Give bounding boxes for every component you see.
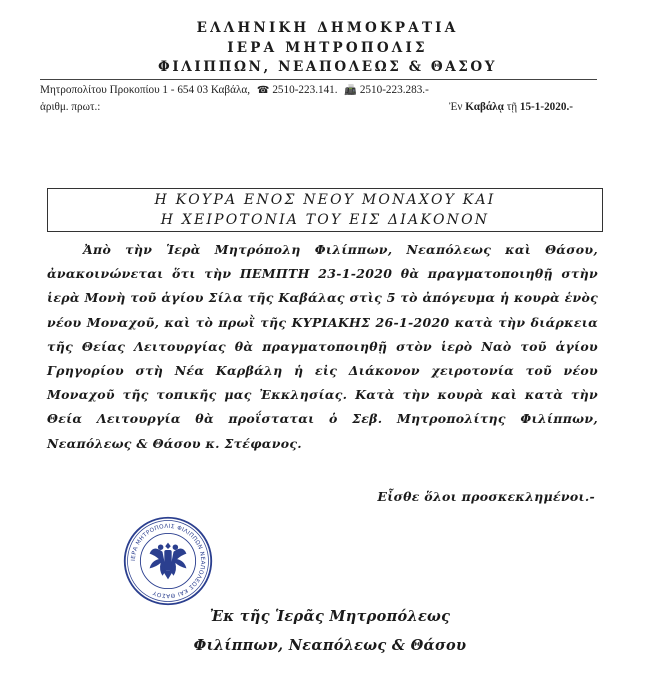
reference-line [40,101,597,113]
header-divider [40,79,597,80]
date: 15-1-2020.- [519,101,573,113]
header-line-3: ΦΙΛΙΠΠΩΝ, ΝΕΑΠΟΛΕΩΣ & ΘΑΣΟΥ [157,59,498,75]
announcement-body: Ἀπὸ τὴν Ἱερὰ Μητρόπολη Φιλίππων, Νεαπόλεως καὶ Θάσου, ἀνακοινώνεται ὅτι τὴν ΠΕΜΠΤΗ 23-1-2020 θὰ πραγματοποιηθῇ στὴν ἱερὰ Μονὴ τοῦ ἁγίου Σίλα τῆς Καβάλας στὶς 5 τὸ ἀπόγευμα ἡ κουρὰ ἑνὸς νέου Μοναχοῦ, καὶ τὸ πρωῒ τῆς ΚΥΡΙΑΚΗΣ 26-1-2020 κατὰ τὴν διάρκεια τῆς Θείας Λειτουργίας θὰ πραγματοποιηθῇ στὸν ἱερὸ Ναὸ τοῦ ἁγίου Γρηγορίου στὴ Νέα Καρβάλη ἡ εἰς Διάκονον χειροτονία τοῦ νέου Μοναχοῦ τῆς τοπικῆς μας Ἐκκλησίας. Κατὰ τὴν κουρὰ καὶ κατὰ τὴν Θεία Λειτουργία θὰ προΐσταται ὁ Σεβ. Μητροπολίτης Φιλίππων, Νεαπόλεως & Θάσου κ. Στέφανος. [47,242,598,451]
address-line [40,84,600,96]
place-prefix: Ἐν [449,101,463,113]
address-street: Μητροπολίτου Προκοπίου 1 - 654 03 Καβάλα, [40,84,251,96]
header-line-1: ΕΛΛΗΝΙΚΗ ΔΗΜΟΚΡΑΤΙΑ [196,20,459,36]
address-fax: 2510-223.283.- [359,84,429,96]
date-place [449,101,573,113]
double-headed-eagle-icon [150,543,187,580]
signature-line-2: Φιλίππων, Νεαπόλεως & Θάσου [193,637,467,654]
announcement-title [47,188,603,232]
metropolis-seal-icon [122,515,214,607]
place: Καβάλᾳ [465,101,504,113]
header-line-2: ΙΕΡΑ ΜΗΤΡΟΠΟΛΙΣ [227,40,428,56]
title-line-2: Η ΧΕΙΡΟΤΟΝΙΑ ΤΟΥ ΕΙΣ ΔΙΑΚΟΝΟΝ [160,211,490,228]
fax-icon: 📠 [344,85,357,96]
signature-line-1: Ἐκ τῆς Ἱερᾶς Μητροπόλεως [209,608,451,625]
protocol-label: ἀριθμ. πρωτ.: [40,101,101,113]
title-line-1: Η ΚΟΥΡΑ ΕΝΟΣ ΝΕΟΥ ΜΟΝΑΧΟΥ ΚΑΙ [154,192,496,208]
date-prefix: τῇ [506,101,518,113]
phone-icon: ☎ [256,85,270,96]
address-phone: 2510-223.141. [272,84,338,96]
invitation-line: Εἶσθε ὅλοι προσκεκλημένοι.- [377,489,595,504]
seal-ring-text: ΙΕΡΑ ΜΗΤΡΟΠΟΛΙΣ ΦΙΛΙΠΠΩΝ ΝΕΑΠΟΛΕΩΣ ΚΑΙ ΘΑΣΟΥ [130,523,206,599]
